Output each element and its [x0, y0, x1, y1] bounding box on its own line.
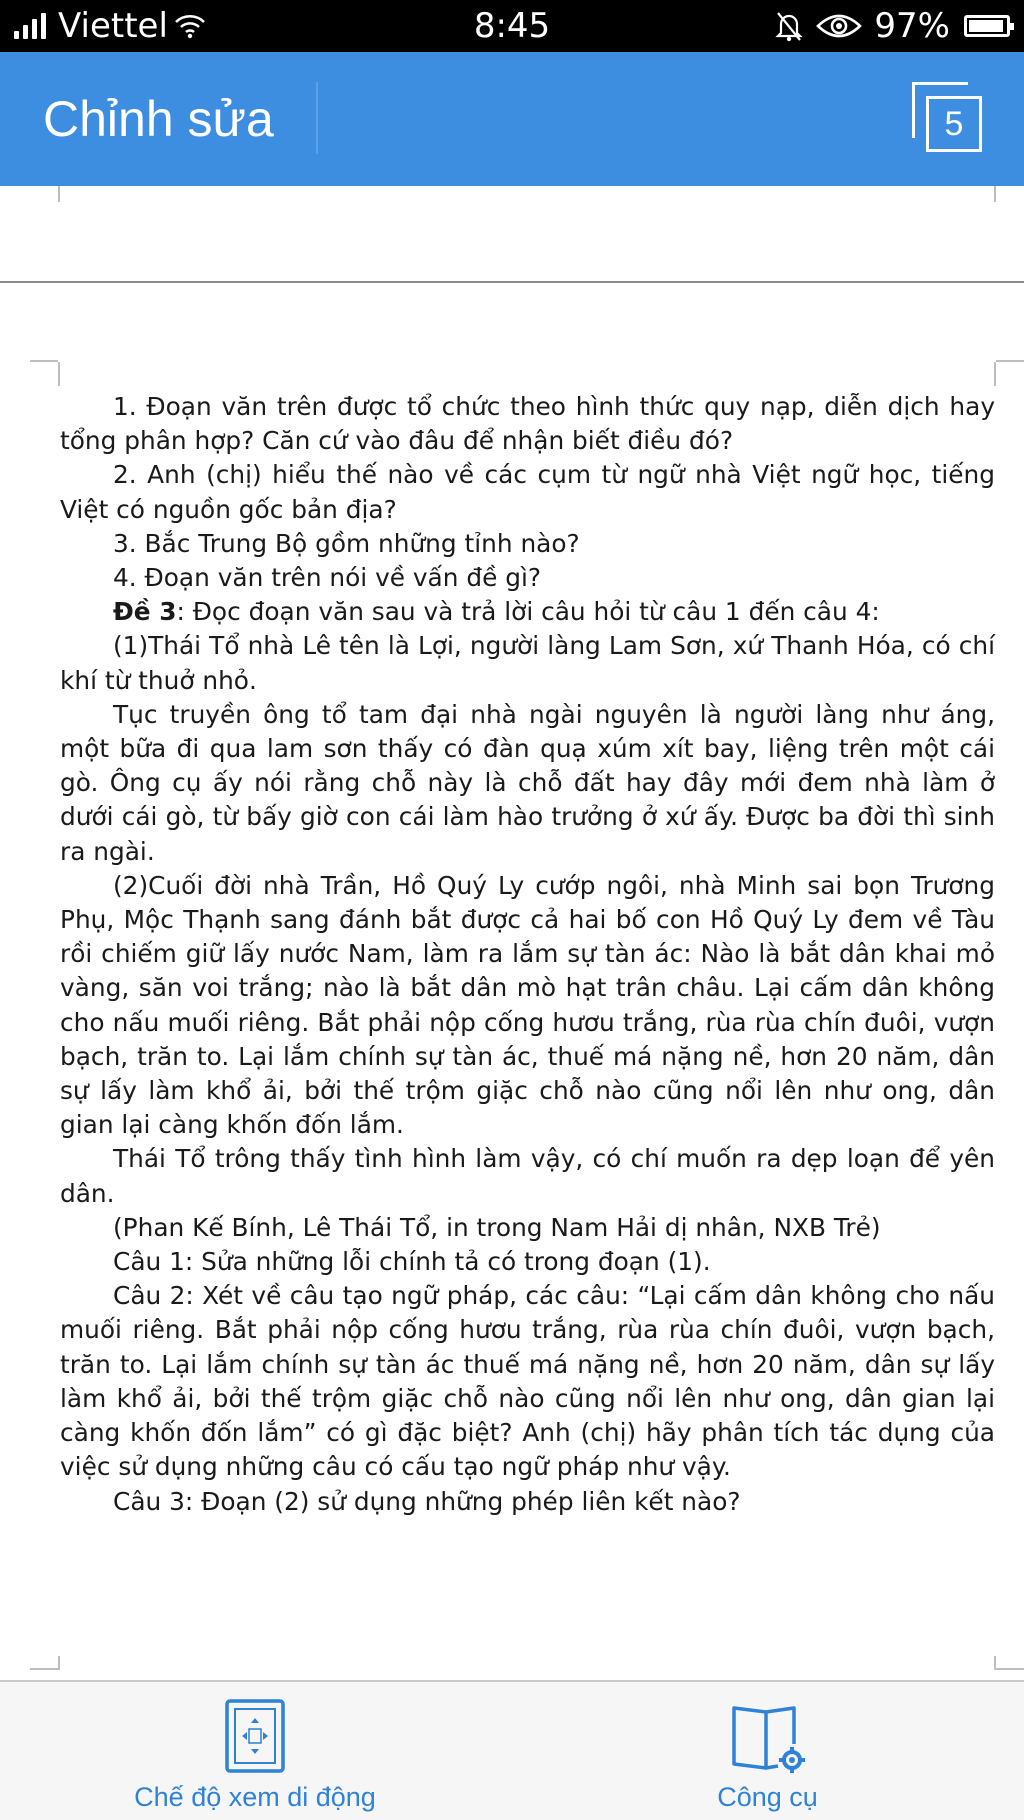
crop-mark: [996, 360, 1024, 362]
tools-label: Công cụ: [717, 1782, 818, 1812]
paragraph-text: Câu 3: Đoạn (2) sử dụng những phép liên kết nào?: [113, 1486, 741, 1516]
paragraph-text: 2. Anh (chị) hiểu thế nào về các cụm từ ngữ nhà Việt ngữ học, tiếng Việt có nguồn gốc bản địa?: [60, 460, 995, 524]
document-paragraph: [60, 527, 995, 561]
document-paragraph: [60, 698, 995, 869]
status-time: 8:45: [473, 6, 551, 46]
eye-icon: [816, 12, 862, 40]
paragraph-text: 1. Đoạn văn trên được tổ chức theo hình thức quy nạp, diễn dịch hay tổng phân hợp? Căn cứ vào đâu để nhận biết điều đó?: [60, 392, 995, 456]
tools-button[interactable]: [680, 1682, 855, 1820]
document-paragraph: [60, 390, 995, 458]
document-paragraph: [60, 1485, 995, 1519]
paragraph-text: Câu 1: Sửa những lỗi chính tả có trong đoạn (1).: [113, 1247, 711, 1277]
document-paragraph: [60, 561, 995, 595]
document-paragraph: [60, 869, 995, 1143]
document-paragraph: [60, 595, 995, 629]
mobile-view-label: Chế độ xem di động: [134, 1782, 376, 1812]
tools-book-icon: [730, 1702, 806, 1774]
paragraph-text: (2)Cuối đời nhà Trần, Hồ Quý Ly cướp ngôi, nhà Minh sai bọn Trương Phụ, Mộc Thạnh sang đánh bắt được cả hai bố con Hồ Quý Ly đem về Tàu rồi chiếm giữ lấy nước Nam, làm ra lắm sự tàn ác: Nào là bắt dân khai mỏ vàng, săn voi trắng; nào là bắt dân mò hạt trân châu. Lại cấm dân không cho nấu muối riêng. Bắt phải nộp cống hươu trắng, rùa rùa chín đuôi, vượn bạch, trăn to. Lại lắm chính sự tàn ác, thuế má nặng nề, hơn 20 năm, dân sự lấy làm khổ ải, bởi thế trộm giặc chỗ nào cũng nổi lên như ong, dân gian lại càng khốn đốn lắm.: [60, 870, 995, 1140]
document-paragraph: [60, 1211, 995, 1245]
crop-mark: [996, 1668, 1024, 1670]
crop-mark: [994, 362, 996, 386]
document-paragraph: [60, 1142, 995, 1210]
page-count: 5: [926, 96, 982, 152]
app-bar-divider: [316, 82, 318, 154]
document-paragraph: [60, 1245, 995, 1279]
crop-mark: [30, 1668, 58, 1670]
paragraph-text: (1)Thái Tổ nhà Lê tên là Lợi, người làng Lam Sơn, xứ Thanh Hóa, có chí khí từ thuở nhỏ.: [60, 631, 995, 695]
bell-off-icon: [774, 10, 804, 42]
document-text[interactable]: [60, 390, 995, 1519]
battery-icon: [964, 15, 1010, 37]
paragraph-text: : Đọc đoạn văn sau và trả lời câu hỏi từ câu 1 đến câu 4:: [176, 597, 880, 627]
paragraph-text: (Phan Kế Bính, Lê Thái Tổ, in trong Nam Hải dị nhân, NXB Trẻ): [113, 1212, 881, 1242]
mobile-view-icon: [224, 1698, 286, 1774]
carrier-name: Viettel: [58, 6, 168, 46]
paragraph-bold-label: Đề 3: [113, 597, 177, 627]
paragraph-text: 4. Đoạn văn trên nói về vấn đề gì?: [113, 563, 542, 593]
crop-mark: [58, 362, 60, 386]
page-title: Chỉnh sửa: [43, 91, 274, 147]
battery-percent: 97%: [874, 6, 950, 46]
document-paragraph: [60, 1279, 995, 1484]
paragraph-text: Tục truyền ông tổ tam đại nhà ngài nguyên là người làng như áng, một bữa đi qua lam sơn thấy có đàn quạ xúm xít bay, liệng trên một cái gò. Ông cụ ấy nói rằng chỗ này là chỗ đất hay đây mới đem nhà làm ở dưới cái gò, từ bấy giờ con cái làm hào trưởng ở xứ ấy. Được ba đời thì sinh ra ngài.: [60, 699, 995, 866]
crop-mark: [994, 186, 996, 202]
crop-mark: [58, 1656, 60, 1670]
crop-mark: [994, 1656, 996, 1670]
crop-mark: [30, 360, 58, 362]
pages-button[interactable]: [912, 82, 984, 154]
mobile-view-button[interactable]: [120, 1682, 390, 1820]
paragraph-text: 3. Bắc Trung Bộ gồm những tỉnh nào?: [113, 528, 580, 558]
paragraph-text: Thái Tổ trông thấy tình hình làm vậy, có chí muốn ra dẹp loạn để yên dân.: [60, 1144, 995, 1208]
document-area[interactable]: [0, 186, 1024, 1680]
document-paragraph: [60, 629, 995, 697]
app-bar: [0, 52, 1024, 186]
document-paragraph: [60, 458, 995, 526]
crop-mark: [58, 186, 60, 202]
status-bar: [0, 0, 1024, 52]
paragraph-text: Câu 2: Xét về câu tạo ngữ pháp, các câu: “Lại cấm dân không cho nấu muối riêng. Bắt phải nộp cống hươu trắng, rùa rùa chín đuôi, vượn bạch, trăn to. Lại lắm chính sự tàn ác thuế má nặng nề, hơn 20 năm, dân sự lấy làm khổ ải, bởi thế trộm giặc chỗ nào cũng nổi lên như ong, dân gian lại càng khốn đốn lắm” có gì đặc biệt? Anh (chị) hãy phân tích tác dụng của việc sử dụng những câu có cấu tạo ngữ pháp như vậy.: [60, 1281, 995, 1482]
bottom-toolbar: [0, 1680, 1024, 1820]
page-break: [0, 281, 1024, 283]
status-right: [774, 0, 1010, 52]
